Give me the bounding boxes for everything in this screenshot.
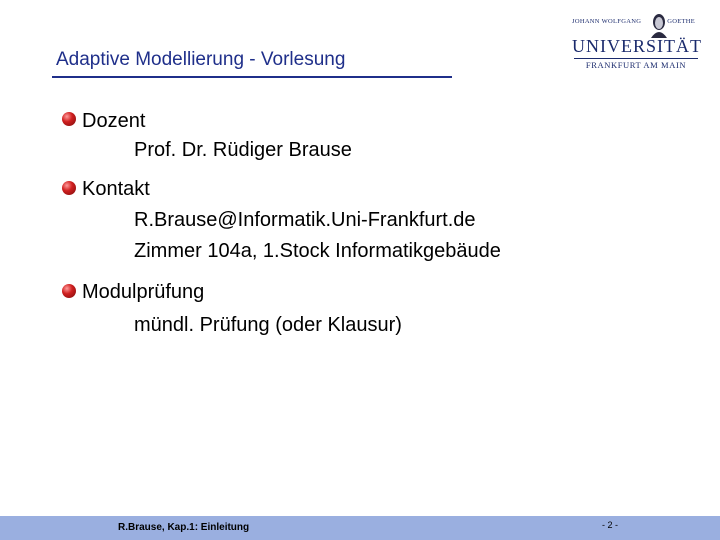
- modulpruefung-detail: mündl. Prüfung (oder Klausur): [134, 314, 402, 336]
- title-underline: [52, 76, 452, 78]
- footer-bar: [0, 516, 720, 540]
- university-logo: [572, 8, 700, 72]
- logo-sub-text: FRANKFURT AM MAIN: [585, 60, 687, 70]
- kontakt-room: Zimmer 104a, 1.Stock Informatikgebäude: [134, 240, 501, 262]
- bullet-modulpruefung: [62, 284, 76, 298]
- bullet-kontakt: [62, 181, 76, 195]
- heading-kontakt: Kontakt: [82, 178, 150, 200]
- goethe-portrait-icon: [648, 12, 670, 38]
- footer-chapter: R.Brause, Kap.1: Einleitung: [118, 522, 250, 533]
- kontakt-email[interactable]: R.Brause@Informatik.Uni-Frankfurt.de: [134, 209, 476, 231]
- page-number: - 2 -: [602, 520, 619, 530]
- logo-divider: [574, 58, 698, 59]
- heading-modulpruefung: Modulprüfung: [82, 281, 205, 303]
- logo-top-text: [572, 18, 700, 25]
- heading-dozent: Dozent: [82, 110, 146, 132]
- bullet-dozent: [62, 112, 76, 126]
- logo-top-left: JOHANN WOLFGANG: [572, 18, 642, 25]
- logo-top-right: GOETHE: [667, 18, 695, 25]
- dozent-name: Prof. Dr. Rüdiger Brause: [134, 139, 352, 161]
- logo-main-text: UNIVERSITÄT: [572, 36, 702, 56]
- slide-title: Adaptive Modellierung - Vorlesung: [56, 49, 346, 70]
